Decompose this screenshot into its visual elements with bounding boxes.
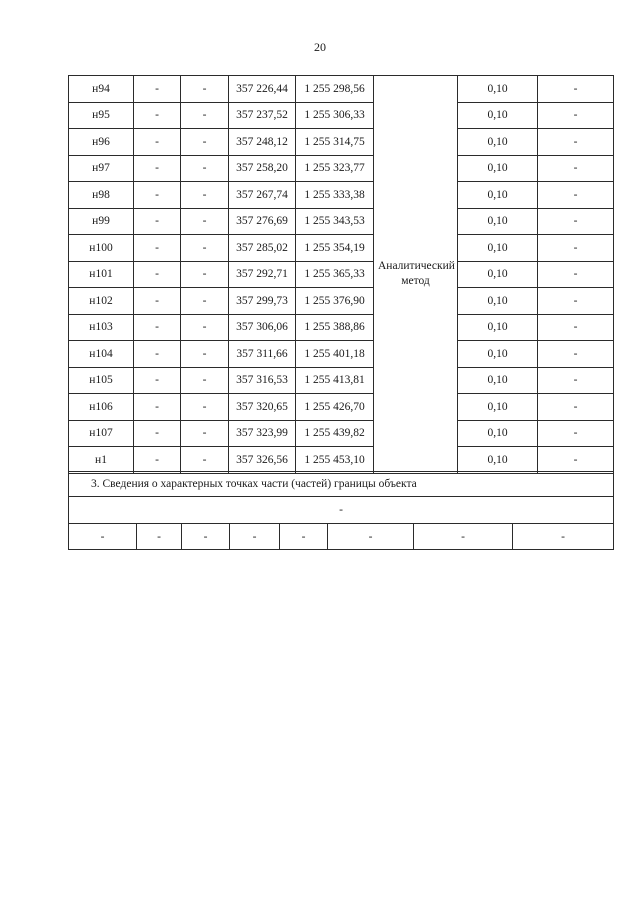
point-name-cell: н95 — [69, 102, 134, 129]
note-cell: - — [538, 182, 614, 209]
table-row — [69, 235, 614, 262]
part-column-cell: - — [328, 524, 414, 550]
col2-cell: - — [134, 420, 181, 447]
point-name-cell: н100 — [69, 235, 134, 262]
x-coordinate-cell: 357 285,02 — [229, 235, 296, 262]
y-coordinate-cell: 1 255 401,18 — [296, 341, 374, 368]
point-name-cell: н105 — [69, 367, 134, 394]
note-cell: - — [538, 288, 614, 315]
note-cell: - — [538, 235, 614, 262]
accuracy-cell: 0,10 — [458, 447, 538, 474]
col3-cell: - — [181, 341, 229, 368]
accuracy-cell: 0,10 — [458, 76, 538, 103]
y-coordinate-cell: 1 255 439,82 — [296, 420, 374, 447]
col2-cell: - — [134, 102, 181, 129]
table-row — [69, 102, 614, 129]
part-column-cell: - — [513, 524, 614, 550]
note-cell: - — [538, 102, 614, 129]
empty-value-row: - — [69, 497, 614, 524]
x-coordinate-cell: 357 299,73 — [229, 288, 296, 315]
point-name-cell: н94 — [69, 76, 134, 103]
y-coordinate-cell: 1 255 453,10 — [296, 447, 374, 474]
col2-cell: - — [134, 208, 181, 235]
y-coordinate-cell: 1 255 388,86 — [296, 314, 374, 341]
y-coordinate-cell: 1 255 413,81 — [296, 367, 374, 394]
col3-cell: - — [181, 314, 229, 341]
note-cell: - — [538, 367, 614, 394]
method-cell: Аналитический метод — [374, 76, 458, 474]
col2-cell: - — [134, 129, 181, 156]
y-coordinate-cell: 1 255 306,33 — [296, 102, 374, 129]
part-column-cell: - — [137, 524, 182, 550]
table-row — [69, 76, 614, 103]
part-column-cell: - — [182, 524, 230, 550]
col2-cell: - — [134, 76, 181, 103]
accuracy-cell: 0,10 — [458, 235, 538, 262]
col3-cell: - — [181, 129, 229, 156]
col3-cell: - — [181, 155, 229, 182]
note-cell: - — [538, 420, 614, 447]
y-coordinate-cell: 1 255 354,19 — [296, 235, 374, 262]
accuracy-cell: 0,10 — [458, 155, 538, 182]
table-row — [69, 367, 614, 394]
part-column-cell: - — [69, 524, 137, 550]
y-coordinate-cell: 1 255 376,90 — [296, 288, 374, 315]
note-cell: - — [538, 76, 614, 103]
page-number: 20 — [314, 40, 326, 54]
part-points-section — [68, 471, 614, 550]
col2-cell: - — [134, 314, 181, 341]
x-coordinate-cell: 357 226,44 — [229, 76, 296, 103]
col2-cell: - — [134, 235, 181, 262]
col2-cell: - — [134, 447, 181, 474]
x-coordinate-cell: 357 316,53 — [229, 367, 296, 394]
y-coordinate-cell: 1 255 314,75 — [296, 129, 374, 156]
col2-cell: - — [134, 182, 181, 209]
point-name-cell: н107 — [69, 420, 134, 447]
x-coordinate-cell: 357 326,56 — [229, 447, 296, 474]
x-coordinate-cell: 357 276,69 — [229, 208, 296, 235]
col2-cell: - — [134, 288, 181, 315]
col2-cell: - — [134, 341, 181, 368]
y-coordinate-cell: 1 255 365,33 — [296, 261, 374, 288]
y-coordinate-cell: 1 255 426,70 — [296, 394, 374, 421]
y-coordinate-cell: 1 255 333,38 — [296, 182, 374, 209]
x-coordinate-cell: 357 258,20 — [229, 155, 296, 182]
col2-cell: - — [134, 367, 181, 394]
col3-cell: - — [181, 182, 229, 209]
table-row — [69, 394, 614, 421]
table-row — [69, 288, 614, 315]
col3-cell: - — [181, 394, 229, 421]
accuracy-cell: 0,10 — [458, 314, 538, 341]
table-row — [69, 261, 614, 288]
accuracy-cell: 0,10 — [458, 367, 538, 394]
point-name-cell: н96 — [69, 129, 134, 156]
point-name-cell: н1 — [69, 447, 134, 474]
note-cell: - — [538, 394, 614, 421]
note-cell: - — [538, 261, 614, 288]
accuracy-cell: 0,10 — [458, 288, 538, 315]
accuracy-cell: 0,10 — [458, 182, 538, 209]
note-cell: - — [538, 155, 614, 182]
y-coordinate-cell: 1 255 323,77 — [296, 155, 374, 182]
table-row — [69, 447, 614, 474]
col3-cell: - — [181, 288, 229, 315]
point-name-cell: н101 — [69, 261, 134, 288]
accuracy-cell: 0,10 — [458, 341, 538, 368]
x-coordinate-cell: 357 306,06 — [229, 314, 296, 341]
point-name-cell: н106 — [69, 394, 134, 421]
x-coordinate-cell: 357 320,65 — [229, 394, 296, 421]
part-column-cell: - — [414, 524, 513, 550]
accuracy-cell: 0,10 — [458, 261, 538, 288]
part-column-cell: - — [230, 524, 280, 550]
accuracy-cell: 0,10 — [458, 208, 538, 235]
col3-cell: - — [181, 76, 229, 103]
table-row — [69, 314, 614, 341]
col2-cell: - — [134, 261, 181, 288]
note-cell: - — [538, 341, 614, 368]
accuracy-cell: 0,10 — [458, 420, 538, 447]
section-title: 3. Сведения о характерных точках части (частей) границы объекта — [69, 472, 614, 497]
table-row — [69, 129, 614, 156]
note-cell: - — [538, 314, 614, 341]
point-name-cell: н103 — [69, 314, 134, 341]
x-coordinate-cell: 357 311,66 — [229, 341, 296, 368]
point-name-cell: н97 — [69, 155, 134, 182]
table-row — [69, 155, 614, 182]
y-coordinate-cell: 1 255 343,53 — [296, 208, 374, 235]
col3-cell: - — [181, 447, 229, 474]
accuracy-cell: 0,10 — [458, 129, 538, 156]
note-cell: - — [538, 447, 614, 474]
x-coordinate-cell: 357 323,99 — [229, 420, 296, 447]
x-coordinate-cell: 357 237,52 — [229, 102, 296, 129]
col3-cell: - — [181, 367, 229, 394]
point-name-cell: н98 — [69, 182, 134, 209]
part-column-cell: - — [280, 524, 328, 550]
table-row — [69, 341, 614, 368]
y-coordinate-cell: 1 255 298,56 — [296, 76, 374, 103]
col2-cell: - — [134, 155, 181, 182]
x-coordinate-cell: 357 267,74 — [229, 182, 296, 209]
table-row — [69, 182, 614, 209]
col3-cell: - — [181, 102, 229, 129]
point-name-cell: н99 — [69, 208, 134, 235]
x-coordinate-cell: 357 248,12 — [229, 129, 296, 156]
note-cell: - — [538, 129, 614, 156]
point-name-cell: н102 — [69, 288, 134, 315]
col2-cell: - — [134, 394, 181, 421]
table-row — [69, 208, 614, 235]
boundary-points-table — [68, 75, 614, 474]
note-cell: - — [538, 208, 614, 235]
col3-cell: - — [181, 235, 229, 262]
col3-cell: - — [181, 261, 229, 288]
col3-cell: - — [181, 208, 229, 235]
x-coordinate-cell: 357 292,71 — [229, 261, 296, 288]
table-row — [69, 420, 614, 447]
point-name-cell: н104 — [69, 341, 134, 368]
accuracy-cell: 0,10 — [458, 102, 538, 129]
col3-cell: - — [181, 420, 229, 447]
accuracy-cell: 0,10 — [458, 394, 538, 421]
